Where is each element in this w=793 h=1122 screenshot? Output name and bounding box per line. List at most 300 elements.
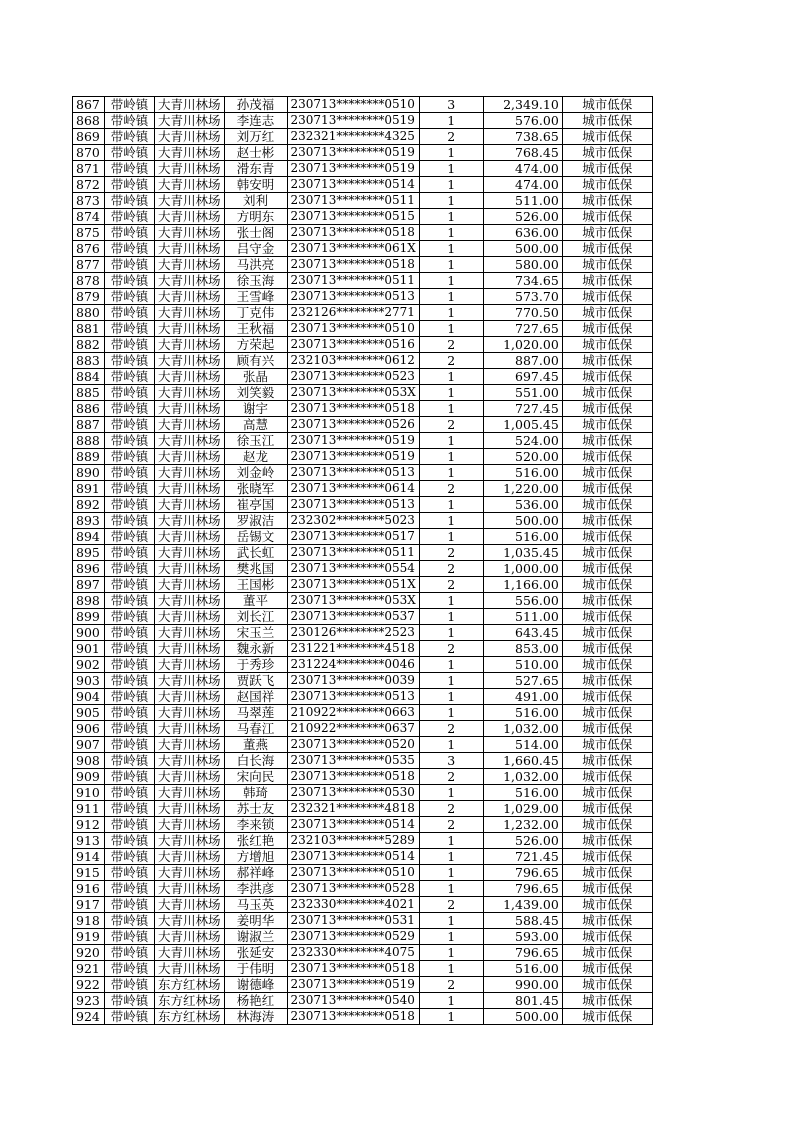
table-row [73,961,653,977]
name-cell: 方增旭 [224,849,287,865]
name-cell: 谢德峰 [224,977,287,993]
name-cell: 刘金岭 [224,465,287,481]
assistance-type-cell: 城市低保 [562,785,652,801]
table-row [73,353,653,369]
household-size-cell: 1 [419,273,483,289]
table-row [73,929,653,945]
amount-cell: 738.65 [483,129,562,145]
name-cell: 李洪彦 [224,881,287,897]
unit-cell: 大青川林场 [155,753,225,769]
unit-cell: 大青川林场 [155,577,225,593]
amount-cell: 500.00 [483,1009,562,1025]
id-number-cell: 230713********061X [287,241,419,257]
assistance-type-cell: 城市低保 [562,721,652,737]
unit-cell: 大青川林场 [155,641,225,657]
id-number-cell: 230713********0517 [287,529,419,545]
table-row [73,321,653,337]
unit-cell: 大青川林场 [155,545,225,561]
id-number-cell: 230713********053X [287,385,419,401]
township-cell: 带岭镇 [105,497,155,513]
assistance-type-cell: 城市低保 [562,705,652,721]
row-number: 895 [73,545,105,561]
assistance-type-cell: 城市低保 [562,417,652,433]
amount-cell: 510.00 [483,657,562,673]
name-cell: 樊兆国 [224,561,287,577]
amount-cell: 526.00 [483,209,562,225]
table-row [73,385,653,401]
amount-cell: 516.00 [483,465,562,481]
row-number: 885 [73,385,105,401]
id-number-cell: 230713********0518 [287,1009,419,1025]
id-number-cell: 230713********053X [287,593,419,609]
unit-cell: 大青川林场 [155,721,225,737]
amount-cell: 1,035.45 [483,545,562,561]
assistance-type-cell: 城市低保 [562,433,652,449]
name-cell: 魏永新 [224,641,287,657]
name-cell: 武长虹 [224,545,287,561]
row-number: 894 [73,529,105,545]
township-cell: 带岭镇 [105,737,155,753]
id-number-cell: 230713********0529 [287,929,419,945]
township-cell: 带岭镇 [105,545,155,561]
amount-cell: 796.65 [483,881,562,897]
amount-cell: 768.45 [483,145,562,161]
amount-cell: 721.45 [483,849,562,865]
name-cell: 高慧 [224,417,287,433]
table-row [73,881,653,897]
id-number-cell: 230713********0528 [287,881,419,897]
id-number-cell: 231224********0046 [287,657,419,673]
amount-cell: 796.65 [483,945,562,961]
id-number-cell: 230713********0519 [287,113,419,129]
table-row [73,241,653,257]
household-size-cell: 3 [419,753,483,769]
amount-cell: 801.45 [483,993,562,1009]
township-cell: 带岭镇 [105,833,155,849]
unit-cell: 大青川林场 [155,737,225,753]
unit-cell: 大青川林场 [155,145,225,161]
id-number-cell: 230713********0523 [287,369,419,385]
assistance-type-cell: 城市低保 [562,577,652,593]
unit-cell: 大青川林场 [155,401,225,417]
township-cell: 带岭镇 [105,449,155,465]
table-row [73,433,653,449]
row-number: 911 [73,801,105,817]
id-number-cell: 230713********0516 [287,337,419,353]
name-cell: 顾有兴 [224,353,287,369]
assistance-type-cell: 城市低保 [562,353,652,369]
household-size-cell: 2 [419,721,483,737]
id-number-cell: 230713********0510 [287,865,419,881]
name-cell: 张晶 [224,369,287,385]
household-size-cell: 1 [419,433,483,449]
table-row [73,129,653,145]
unit-cell: 大青川林场 [155,433,225,449]
id-number-cell: 232330********4021 [287,897,419,913]
unit-cell: 大青川林场 [155,961,225,977]
table-row [73,369,653,385]
row-number: 908 [73,753,105,769]
id-number-cell: 230713********0518 [287,401,419,417]
township-cell: 带岭镇 [105,289,155,305]
household-size-cell: 2 [419,577,483,593]
assistance-type-cell: 城市低保 [562,449,652,465]
amount-cell: 1,005.45 [483,417,562,433]
unit-cell: 大青川林场 [155,385,225,401]
assistance-type-cell: 城市低保 [562,833,652,849]
township-cell: 带岭镇 [105,977,155,993]
household-size-cell: 1 [419,705,483,721]
amount-cell: 734.65 [483,273,562,289]
unit-cell: 大青川林场 [155,849,225,865]
row-number: 881 [73,321,105,337]
assistance-type-cell: 城市低保 [562,929,652,945]
name-cell: 徐玉江 [224,433,287,449]
assistance-type-cell: 城市低保 [562,753,652,769]
household-size-cell: 2 [419,481,483,497]
unit-cell: 大青川林场 [155,177,225,193]
township-cell: 带岭镇 [105,753,155,769]
assistance-type-cell: 城市低保 [562,961,652,977]
row-number: 899 [73,609,105,625]
table-row [73,945,653,961]
id-number-cell: 230713********0511 [287,545,419,561]
township-cell: 带岭镇 [105,881,155,897]
unit-cell: 大青川林场 [155,369,225,385]
household-size-cell: 1 [419,145,483,161]
household-size-cell: 1 [419,865,483,881]
name-cell: 杨艳红 [224,993,287,1009]
township-cell: 带岭镇 [105,961,155,977]
assistance-type-cell: 城市低保 [562,945,652,961]
amount-cell: 727.45 [483,401,562,417]
household-size-cell: 1 [419,113,483,129]
amount-cell: 593.00 [483,929,562,945]
assistance-type-cell: 城市低保 [562,529,652,545]
row-number: 869 [73,129,105,145]
unit-cell: 东方红林场 [155,993,225,1009]
amount-cell: 516.00 [483,961,562,977]
name-cell: 刘笑毅 [224,385,287,401]
table-row [73,113,653,129]
name-cell: 王国彬 [224,577,287,593]
row-number: 887 [73,417,105,433]
row-number: 874 [73,209,105,225]
row-number: 913 [73,833,105,849]
township-cell: 带岭镇 [105,353,155,369]
household-size-cell: 1 [419,961,483,977]
household-size-cell: 1 [419,385,483,401]
row-number: 893 [73,513,105,529]
assistance-type-cell: 城市低保 [562,225,652,241]
row-number: 921 [73,961,105,977]
name-cell: 方荣起 [224,337,287,353]
amount-cell: 551.00 [483,385,562,401]
amount-cell: 474.00 [483,161,562,177]
unit-cell: 大青川林场 [155,481,225,497]
amount-cell: 536.00 [483,497,562,513]
row-number: 905 [73,705,105,721]
household-size-cell: 1 [419,401,483,417]
name-cell: 李来锁 [224,817,287,833]
household-size-cell: 2 [419,129,483,145]
id-number-cell: 232330********4075 [287,945,419,961]
household-size-cell: 2 [419,769,483,785]
id-number-cell: 230713********0513 [287,465,419,481]
assistance-type-cell: 城市低保 [562,385,652,401]
amount-cell: 1,032.00 [483,721,562,737]
township-cell: 带岭镇 [105,689,155,705]
id-number-cell: 230713********0514 [287,177,419,193]
unit-cell: 东方红林场 [155,1009,225,1025]
amount-cell: 576.00 [483,113,562,129]
township-cell: 带岭镇 [105,113,155,129]
id-number-cell: 230713********0513 [287,497,419,513]
household-size-cell: 1 [419,849,483,865]
unit-cell: 大青川林场 [155,769,225,785]
id-number-cell: 232103********5289 [287,833,419,849]
row-number: 876 [73,241,105,257]
id-number-cell: 230713********0519 [287,433,419,449]
household-size-cell: 1 [419,225,483,241]
township-cell: 带岭镇 [105,321,155,337]
amount-cell: 500.00 [483,241,562,257]
household-size-cell: 2 [419,417,483,433]
id-number-cell: 230713********0510 [287,321,419,337]
table-row [73,801,653,817]
table-row [73,97,653,113]
unit-cell: 大青川林场 [155,353,225,369]
name-cell: 谢宇 [224,401,287,417]
household-size-cell: 1 [419,497,483,513]
row-number: 870 [73,145,105,161]
id-number-cell: 230713********0514 [287,817,419,833]
unit-cell: 大青川林场 [155,129,225,145]
unit-cell: 大青川林场 [155,689,225,705]
id-number-cell: 230713********0614 [287,481,419,497]
township-cell: 带岭镇 [105,993,155,1009]
table-row [73,705,653,721]
township-cell: 带岭镇 [105,929,155,945]
assistance-type-cell: 城市低保 [562,993,652,1009]
table-row [73,545,653,561]
unit-cell: 大青川林场 [155,97,225,113]
amount-cell: 887.00 [483,353,562,369]
household-size-cell: 2 [419,561,483,577]
name-cell: 张红艳 [224,833,287,849]
name-cell: 王秋福 [224,321,287,337]
table-row [73,817,653,833]
id-number-cell: 230713********0540 [287,993,419,1009]
id-number-cell: 230713********0511 [287,193,419,209]
id-number-cell: 230713********0519 [287,977,419,993]
assistance-type-cell: 城市低保 [562,177,652,193]
assistance-type-cell: 城市低保 [562,881,652,897]
name-cell: 谢淑兰 [224,929,287,945]
id-number-cell: 230126********2523 [287,625,419,641]
amount-cell: 1,029.00 [483,801,562,817]
assistance-type-cell: 城市低保 [562,273,652,289]
assistance-type-cell: 城市低保 [562,609,652,625]
table-row [73,401,653,417]
unit-cell: 大青川林场 [155,161,225,177]
household-size-cell: 1 [419,209,483,225]
name-cell: 马春江 [224,721,287,737]
amount-cell: 727.65 [483,321,562,337]
assistance-type-cell: 城市低保 [562,481,652,497]
unit-cell: 大青川林场 [155,913,225,929]
table-row [73,289,653,305]
assistance-type-cell: 城市低保 [562,305,652,321]
amount-cell: 1,166.00 [483,577,562,593]
row-number: 873 [73,193,105,209]
row-number: 898 [73,593,105,609]
name-cell: 张延安 [224,945,287,961]
id-number-cell: 230713********0520 [287,737,419,753]
township-cell: 带岭镇 [105,913,155,929]
unit-cell: 大青川林场 [155,657,225,673]
name-cell: 刘万红 [224,129,287,145]
unit-cell: 大青川林场 [155,529,225,545]
township-cell: 带岭镇 [105,273,155,289]
household-size-cell: 2 [419,817,483,833]
amount-cell: 770.50 [483,305,562,321]
assistance-type-cell: 城市低保 [562,241,652,257]
amount-cell: 796.65 [483,865,562,881]
household-size-cell: 1 [419,833,483,849]
row-number: 900 [73,625,105,641]
name-cell: 宋向民 [224,769,287,785]
table-row [73,849,653,865]
name-cell: 林海涛 [224,1009,287,1025]
amount-cell: 491.00 [483,689,562,705]
assistance-type-cell: 城市低保 [562,865,652,881]
assistance-type-cell: 城市低保 [562,497,652,513]
amount-cell: 990.00 [483,977,562,993]
township-cell: 带岭镇 [105,369,155,385]
unit-cell: 大青川林场 [155,593,225,609]
name-cell: 赵龙 [224,449,287,465]
amount-cell: 588.45 [483,913,562,929]
unit-cell: 大青川林场 [155,337,225,353]
amount-cell: 520.00 [483,449,562,465]
assistance-type-cell: 城市低保 [562,161,652,177]
row-number: 889 [73,449,105,465]
amount-cell: 526.00 [483,833,562,849]
roster-table [72,96,653,1025]
assistance-type-cell: 城市低保 [562,849,652,865]
household-size-cell: 1 [419,193,483,209]
row-number: 918 [73,913,105,929]
id-number-cell: 230713********0510 [287,97,419,113]
household-size-cell: 2 [419,801,483,817]
name-cell: 姜明华 [224,913,287,929]
id-number-cell: 230713********0530 [287,785,419,801]
household-size-cell: 1 [419,465,483,481]
township-cell: 带岭镇 [105,945,155,961]
township-cell: 带岭镇 [105,481,155,497]
id-number-cell: 230713********0511 [287,273,419,289]
name-cell: 贾跃飞 [224,673,287,689]
unit-cell: 大青川林场 [155,801,225,817]
table-row [73,1009,653,1025]
assistance-type-cell: 城市低保 [562,673,652,689]
row-number: 904 [73,689,105,705]
household-size-cell: 1 [419,657,483,673]
row-number: 917 [73,897,105,913]
household-size-cell: 1 [419,993,483,1009]
amount-cell: 2,349.10 [483,97,562,113]
id-number-cell: 230713********0519 [287,449,419,465]
township-cell: 带岭镇 [105,433,155,449]
table-row [73,769,653,785]
amount-cell: 474.00 [483,177,562,193]
unit-cell: 大青川林场 [155,497,225,513]
row-number: 907 [73,737,105,753]
assistance-type-cell: 城市低保 [562,593,652,609]
household-size-cell: 1 [419,449,483,465]
row-number: 920 [73,945,105,961]
assistance-type-cell: 城市低保 [562,545,652,561]
table-row [73,561,653,577]
row-number: 916 [73,881,105,897]
name-cell: 王雪峰 [224,289,287,305]
township-cell: 带岭镇 [105,561,155,577]
row-number: 882 [73,337,105,353]
id-number-cell: 230713********0518 [287,257,419,273]
row-number: 909 [73,769,105,785]
township-cell: 带岭镇 [105,721,155,737]
assistance-type-cell: 城市低保 [562,401,652,417]
unit-cell: 大青川林场 [155,257,225,273]
assistance-type-cell: 城市低保 [562,1009,652,1025]
table-row [73,897,653,913]
township-cell: 带岭镇 [105,257,155,273]
assistance-type-cell: 城市低保 [562,625,652,641]
township-cell: 带岭镇 [105,577,155,593]
name-cell: 于秀珍 [224,657,287,673]
amount-cell: 1,660.45 [483,753,562,769]
assistance-type-cell: 城市低保 [562,769,652,785]
household-size-cell: 1 [419,369,483,385]
assistance-type-cell: 城市低保 [562,641,652,657]
amount-cell: 853.00 [483,641,562,657]
household-size-cell: 1 [419,689,483,705]
table-row [73,145,653,161]
household-size-cell: 1 [419,945,483,961]
table-row [73,465,653,481]
row-number: 902 [73,657,105,673]
unit-cell: 大青川林场 [155,705,225,721]
id-number-cell: 230713********0518 [287,769,419,785]
name-cell: 董燕 [224,737,287,753]
assistance-type-cell: 城市低保 [562,113,652,129]
township-cell: 带岭镇 [105,225,155,241]
name-cell: 刘长江 [224,609,287,625]
assistance-type-cell: 城市低保 [562,145,652,161]
household-size-cell: 1 [419,257,483,273]
township-cell: 带岭镇 [105,337,155,353]
amount-cell: 697.45 [483,369,562,385]
township-cell: 带岭镇 [105,801,155,817]
id-number-cell: 230713********0513 [287,289,419,305]
table-row [73,625,653,641]
table-row [73,337,653,353]
name-cell: 罗淑洁 [224,513,287,529]
table-row [73,657,653,673]
name-cell: 刘利 [224,193,287,209]
id-number-cell: 230713********0531 [287,913,419,929]
